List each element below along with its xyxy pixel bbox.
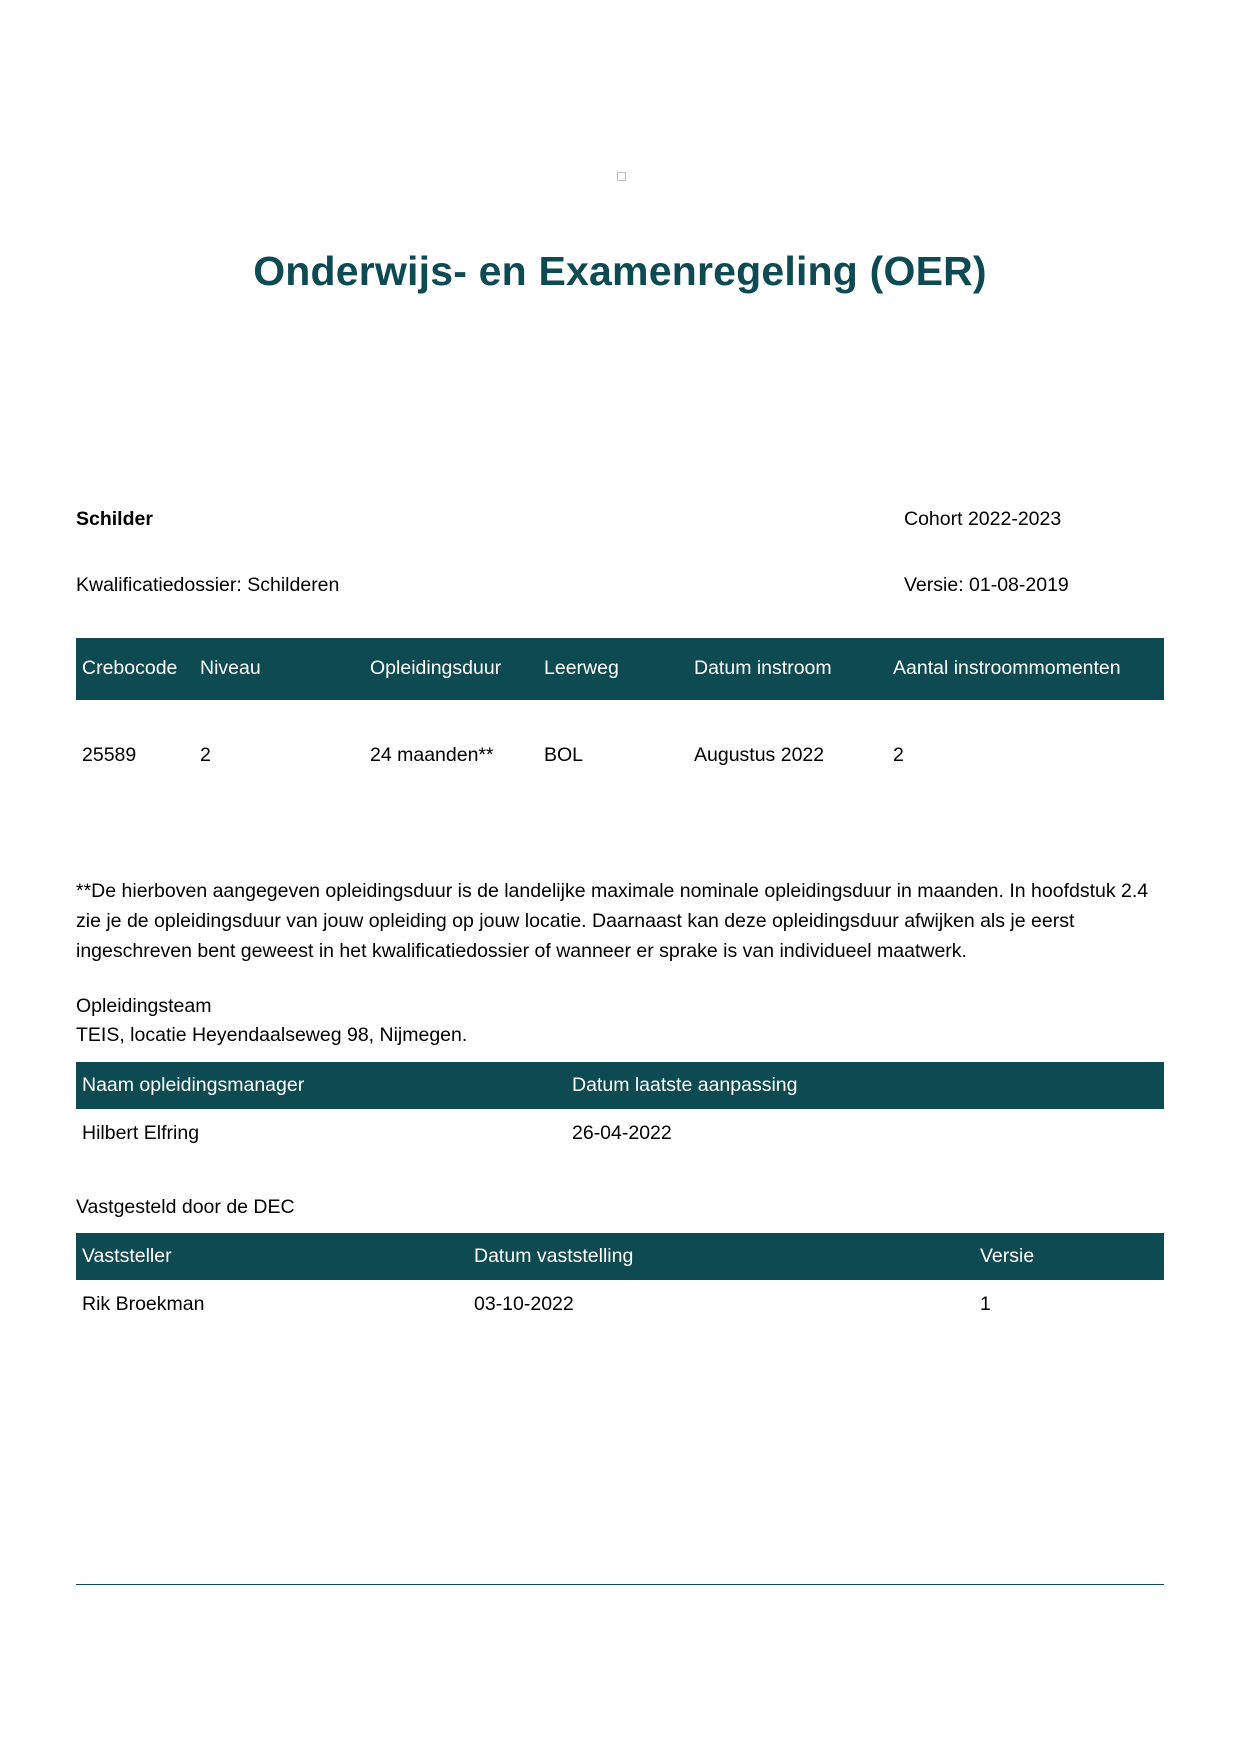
cell-manager-naam: Hilbert Elfring bbox=[82, 1122, 200, 1144]
meta-row-program bbox=[76, 505, 1164, 533]
cell-crebocode: 25589 bbox=[82, 744, 137, 766]
column-header-naam-opleidingsmanager: Naam opleidingsmanager bbox=[76, 1062, 566, 1109]
cell-leerweg: BOL bbox=[544, 744, 584, 766]
cohort-label: Cohort 2022-2023 bbox=[904, 508, 1062, 530]
version-label: Versie: 01-08-2019 bbox=[904, 574, 1069, 596]
table-row bbox=[76, 700, 1164, 810]
footnote-text: **De hierboven aangegeven opleidingsduur is de landelijke maximale nominale opleidingsduur in maanden. In hoofdstuk 2.4 zie je de opleidingsduur van jouw opleiding op jouw locatie. Daarnaast kan deze opleidingsduur afwijken als je eerst ingeschreven bent geweest in het kwalificatiedossier of wanneer er sprake is van individueel maatwerk. bbox=[76, 880, 1149, 962]
column-header-datum-instroom: Datum instroom bbox=[694, 638, 893, 700]
cell-datum-instroom: Augustus 2022 bbox=[694, 744, 825, 766]
program-name: Schilder bbox=[76, 508, 153, 530]
table-header-row bbox=[76, 1233, 1164, 1280]
cell-aantal-instroommomenten: 2 bbox=[893, 744, 904, 766]
opleidingsteam-heading: Opleidingsteam bbox=[76, 995, 212, 1017]
column-header-datum-vaststelling: Datum vaststelling bbox=[468, 1233, 974, 1280]
column-header-niveau: Niveau bbox=[200, 638, 370, 700]
document-meta bbox=[76, 505, 1164, 599]
column-header-leerweg: Leerweg bbox=[544, 638, 694, 700]
dec-label: Vastgesteld door de DEC bbox=[76, 1196, 295, 1218]
qualification-label: Kwalificatiedossier: Schilderen bbox=[76, 574, 340, 596]
program-details-table bbox=[76, 638, 1164, 810]
dec-table bbox=[76, 1233, 1164, 1328]
table-row bbox=[76, 1280, 1164, 1328]
cell-datum-vaststelling: 03-10-2022 bbox=[474, 1293, 574, 1315]
opleidingsteam-location: TEIS, locatie Heyendaalseweg 98, Nijmegen. bbox=[76, 1024, 468, 1046]
column-header-datum-laatste-aanpassing: Datum laatste aanpassing bbox=[566, 1062, 1164, 1109]
table-header-row bbox=[76, 1062, 1164, 1109]
manager-table bbox=[76, 1062, 1164, 1157]
column-header-versie: Versie bbox=[974, 1233, 1164, 1280]
cell-vaststeller: Rik Broekman bbox=[82, 1293, 205, 1315]
column-header-crebocode: Crebocode bbox=[76, 638, 200, 700]
cell-manager-datum: 26-04-2022 bbox=[572, 1122, 672, 1144]
column-header-opleidingsduur: Opleidingsduur bbox=[370, 638, 544, 700]
column-header-vaststeller: Vaststeller bbox=[76, 1233, 468, 1280]
cell-niveau: 2 bbox=[200, 744, 211, 766]
cell-opleidingsduur: 24 maanden** bbox=[370, 744, 494, 766]
placeholder-image-icon bbox=[617, 172, 626, 181]
table-header-row bbox=[76, 638, 1164, 700]
meta-row-qualification bbox=[76, 571, 1164, 599]
opleidingsteam-block bbox=[76, 992, 1164, 1050]
cell-versie: 1 bbox=[980, 1293, 991, 1315]
footer-divider bbox=[76, 1584, 1164, 1585]
table-row bbox=[76, 1109, 1164, 1157]
column-header-aantal-instroommomenten: Aantal instroommomenten bbox=[893, 638, 1164, 700]
page-title: Onderwijs- en Examenregeling (OER) bbox=[253, 248, 987, 294]
